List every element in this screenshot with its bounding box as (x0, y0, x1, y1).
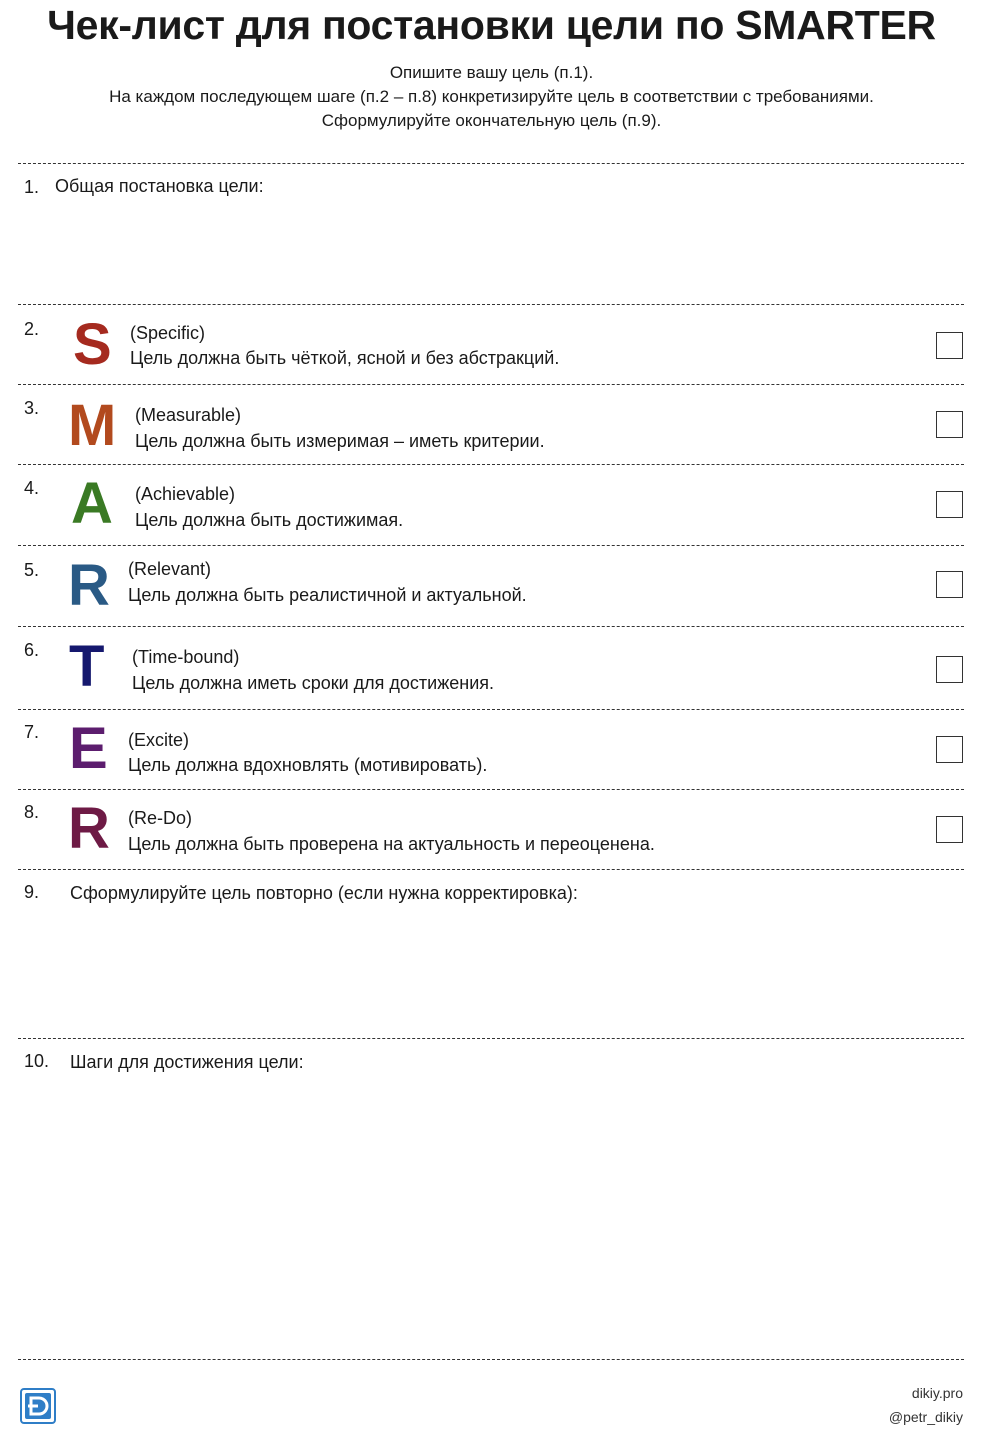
dikiy-logo-icon (20, 1388, 56, 1424)
criterion-description: Цель должна быть достижимая. (135, 510, 404, 530)
checkbox[interactable] (936, 571, 963, 598)
item-number: 3. (24, 398, 40, 418)
item-number: 4. (24, 478, 40, 498)
checkbox[interactable] (936, 656, 963, 683)
criterion-name: (Measurable) (135, 405, 242, 425)
divider (18, 869, 964, 870)
checkbox[interactable] (936, 332, 963, 359)
item-number: 2. (24, 319, 40, 339)
smarter-letter: T (69, 634, 105, 699)
criterion-name: (Re-Do) (128, 808, 193, 828)
item-number: 9. (24, 882, 40, 902)
item-number: 5. (24, 560, 40, 580)
divider (18, 626, 964, 627)
footer-site: dikiy.pro (911, 1385, 963, 1401)
logo-mark (20, 1388, 56, 1424)
item-number: 8. (24, 802, 40, 822)
criterion-description: Цель должна быть реалистичной и актуальной. (128, 585, 527, 605)
divider (18, 709, 964, 710)
criterion-name: (Relevant) (128, 559, 212, 579)
instructions (0, 61, 983, 133)
criterion-description: Цель должна быть чёткой, ясной и без абстракций. (130, 348, 560, 368)
smarter-letter: A (71, 471, 113, 536)
smarter-letter: E (69, 716, 108, 781)
smarter-letter: S (73, 312, 112, 377)
checkbox[interactable] (936, 491, 963, 518)
divider (18, 1359, 964, 1360)
smarter-letter: M (68, 393, 117, 458)
item-number: 1. (24, 177, 40, 197)
criterion-name: (Time-bound) (132, 647, 240, 667)
checkbox[interactable] (936, 736, 963, 763)
divider (18, 464, 964, 465)
divider (18, 304, 964, 305)
divider (18, 1038, 964, 1039)
criterion-description: Цель должна быть проверена на актуальность и переоценена. (128, 834, 655, 854)
divider (18, 384, 964, 385)
item-number: 6. (24, 640, 40, 660)
smarter-letter: R (68, 553, 110, 618)
footer-handle: @petr_dikiy (888, 1409, 963, 1425)
checkbox[interactable] (936, 411, 963, 438)
divider (18, 163, 964, 164)
item-number: 10. (24, 1051, 50, 1071)
instruction-line: Сформулируйте окончательную цель (п.9). (321, 111, 662, 130)
smarter-letter: R (68, 796, 110, 861)
divider (18, 789, 964, 790)
criterion-name: (Achievable) (135, 484, 236, 504)
instruction-line: На каждом последующем шаге (п.2 – п.8) конкретизируйте цель в соответствии с требованиями. (109, 87, 874, 106)
section-label: Сформулируйте цель повторно (если нужна корректировка): (70, 883, 578, 903)
section-label: Общая постановка цели: (55, 176, 264, 196)
item-number: 7. (24, 722, 40, 742)
criterion-name: (Excite) (128, 730, 190, 750)
criterion-description: Цель должна быть измеримая – иметь критерии. (135, 431, 545, 451)
criterion-description: Цель должна вдохновлять (мотивировать). (128, 755, 488, 775)
criterion-name: (Specific) (130, 323, 206, 343)
section-label: Шаги для достижения цели: (70, 1052, 304, 1072)
divider (18, 545, 964, 546)
criterion-description: Цель должна иметь сроки для достижения. (132, 673, 495, 693)
checkbox[interactable] (936, 816, 963, 843)
instruction-line: Опишите вашу цель (п.1). (389, 63, 594, 82)
page-title: Чек-лист для постановки цели по SMARTER (47, 2, 936, 48)
